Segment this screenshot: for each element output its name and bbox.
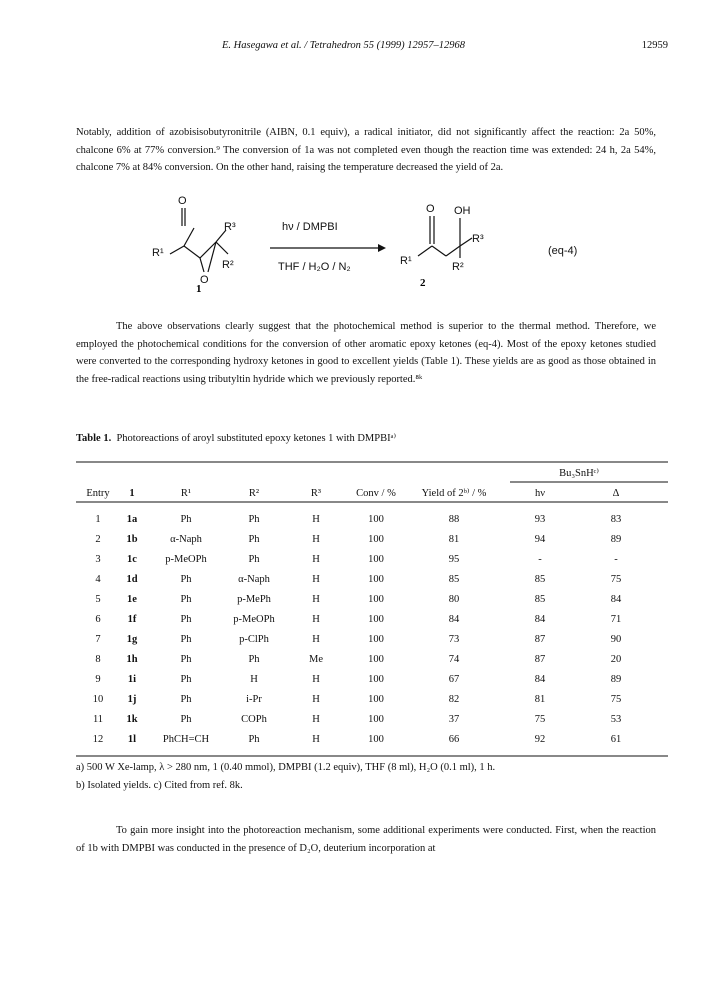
table-cell: Ph — [248, 554, 260, 565]
table-cell: H — [312, 734, 320, 745]
table-cell: 75 — [610, 694, 622, 705]
table-cell: 12 — [92, 734, 104, 745]
table-caption-label: Table 1. — [76, 433, 112, 444]
table-cell: 5 — [95, 594, 101, 605]
product-substituent-r3: R³ — [472, 233, 484, 245]
table-cell: Me — [309, 654, 323, 665]
table-cell: 1l — [127, 734, 137, 745]
reaction-scheme-eq4 — [150, 186, 650, 296]
table-cell: H — [312, 694, 320, 705]
paragraph-mechanism: To gain more insight into the photoreaction mechanism, some additional experiments were conducted. First, when the reaction of 1b with DMPBI was conducted in the presence of D₂O, deuterium incorporation at — [76, 825, 656, 854]
table-cell: p-MePh — [237, 594, 271, 605]
table-caption — [76, 432, 396, 444]
table-cell: 4 — [95, 574, 101, 585]
table-cell: 94 — [534, 534, 546, 545]
table-cell: 10 — [92, 694, 104, 705]
table-cell: 89 — [610, 534, 622, 545]
table-cell: 1 — [95, 514, 101, 525]
table-cell: 87 — [534, 654, 546, 665]
table-cell: 66 — [448, 734, 460, 745]
table-cell: 1b — [126, 534, 138, 545]
table-cell: Ph — [248, 534, 260, 545]
table-cell: 1a — [126, 514, 138, 525]
bond — [184, 228, 194, 246]
table-cell: 81 — [448, 534, 460, 545]
table-cell: 100 — [368, 674, 384, 685]
table-cell: α-Naph — [238, 574, 270, 585]
table-cell: 6 — [95, 614, 101, 625]
table-cell: 73 — [448, 634, 460, 645]
table-cell: 1h — [126, 654, 138, 665]
table-cell: 53 — [610, 714, 622, 725]
product-substituent-r1: R¹ — [400, 255, 412, 267]
table-cell: 20 — [610, 654, 622, 665]
table-cell: 1g — [126, 634, 138, 645]
table-cell: α-Naph — [170, 534, 202, 545]
table-cell: 83 — [610, 514, 622, 525]
atom-o-carbonyl: O — [178, 195, 187, 207]
table-cell: p-ClPh — [239, 634, 269, 645]
table-cell: 84 — [610, 594, 622, 605]
table-cell: 80 — [448, 594, 460, 605]
table-cell: 100 — [368, 574, 384, 585]
table-cell: Ph — [180, 694, 192, 705]
table-cell: 100 — [368, 614, 384, 625]
footnote-bc: b) Isolated yields. c) Cited from ref. 8k. — [76, 780, 243, 791]
table-header-cell: Δ — [612, 488, 620, 499]
table-cell: H — [250, 674, 258, 685]
table-cell: 1e — [127, 594, 137, 605]
table-cell: H — [312, 594, 320, 605]
table-cell: Ph — [180, 654, 192, 665]
table-header-cell: Yield of 2ᵇ⁾ / % — [421, 488, 487, 499]
substituent-r1: R¹ — [152, 247, 164, 259]
reactant-number: 1 — [196, 283, 202, 295]
table-cell: i-Pr — [246, 694, 262, 705]
product-substituent-r2: R² — [452, 261, 464, 273]
bond — [200, 258, 204, 272]
table-cell: 84 — [534, 614, 546, 625]
running-header — [76, 40, 668, 56]
table-cell: 88 — [448, 514, 460, 525]
bond — [184, 246, 200, 258]
table-cell: H — [312, 574, 320, 585]
table-cell: 92 — [534, 734, 546, 745]
bond — [446, 246, 460, 256]
table-cell: 100 — [368, 714, 384, 725]
running-title: E. Hasegawa et al. / Tetrahedron 55 (1999) 12957–12968 — [222, 40, 466, 51]
table-cell: Ph — [180, 674, 192, 685]
table-cell: Ph — [180, 514, 192, 525]
table-cell: 82 — [448, 694, 460, 705]
table-cell: Ph — [180, 614, 192, 625]
table-header-cell: R² — [248, 488, 260, 499]
group-header-bu3snh: Bu₃SnHᶜ⁾ — [559, 468, 599, 479]
table-cell: PhCH=CH — [162, 734, 210, 745]
table-cell: Ph — [180, 714, 192, 725]
table-cell: 100 — [368, 654, 384, 665]
table-cell: - — [614, 554, 618, 565]
table-cell: 84 — [534, 674, 546, 685]
table-cell: 61 — [610, 734, 622, 745]
table-cell: 89 — [610, 674, 622, 685]
table-cell: 1j — [127, 694, 137, 705]
table-cell: p-MeOPh — [165, 554, 207, 565]
table-cell: 85 — [448, 574, 460, 585]
table-cell: COPh — [241, 714, 267, 725]
table-cell: 11 — [92, 714, 104, 725]
table-header-cell: hν — [535, 488, 545, 499]
table-cell: H — [312, 614, 320, 625]
bond — [460, 238, 472, 246]
table-cell: 3 — [95, 554, 101, 565]
reagent-above-arrow: hν / DMPBI — [282, 221, 338, 233]
bond — [170, 246, 184, 254]
table-cell: 85 — [534, 594, 546, 605]
table-cell: 85 — [534, 574, 546, 585]
table-header-cell: R³ — [310, 488, 322, 499]
table-cell: - — [538, 554, 542, 565]
product-atom-oh: OH — [454, 205, 471, 217]
footnote-a: a) 500 W Xe-lamp, λ > 280 nm, 1 (0.40 mmol), DMPBI (1.2 equiv), THF (8 ml), H₂O (0.1 ml), 1 h. — [76, 762, 496, 773]
table-cell: 100 — [368, 634, 384, 645]
table-header-cell: Conv / % — [356, 488, 396, 499]
table-cell: 100 — [368, 734, 384, 745]
paragraph-aibn: Notably, addition of azobisisobutyronitrile (AIBN, 0.1 equiv), a radical initiator, did not significantly affect the reaction: 2a 50%, chalcone 6% at 77% conversion.⁹ The conversion of 1a was not completed even though the reaction time was extended: 24 h, 2a 54%, chalcone 7% at 84% conversion. On the other hand, raising the temperature decreased the yield of 2a. — [76, 127, 656, 173]
table-cell: 71 — [610, 614, 622, 625]
table-cell: 8 — [95, 654, 101, 665]
product-number: 2 — [420, 277, 426, 289]
table-cell: 75 — [610, 574, 622, 585]
table-cell: Ph — [248, 734, 260, 745]
reagent-below-arrow: THF / H₂O / N₂ — [278, 261, 351, 273]
table-cell: 100 — [368, 694, 384, 705]
table-header-cell: 1 — [129, 488, 135, 499]
table-cell: 7 — [95, 634, 101, 645]
table-cell: H — [312, 514, 320, 525]
table-cell: Ph — [248, 654, 260, 665]
table-cell: 9 — [95, 674, 101, 685]
paragraph-photochemical: The above observations clearly suggest that the photochemical method is superior to the thermal method. Therefore, we employed the photochemical conditions for the conversion of other aromatic epoxy ketones (eq-4). Most of the epoxy ketones studied were converted to the corresponding hydroxy ketones in good to excellent yields (Table 1). These yields are as good as those obtained in the free-radical reactions using tributyltin hydride which we previously reported.⁸ᵏ — [76, 321, 656, 385]
table-cell: 37 — [448, 714, 460, 725]
table-cell: 1c — [127, 554, 137, 565]
table-cell: Ph — [180, 574, 192, 585]
table-cell: 90 — [610, 634, 622, 645]
table-caption-text: Photoreactions of aroyl substituted epoxy ketones 1 with DMPBIᵃ⁾ — [116, 433, 397, 444]
bond — [418, 246, 432, 256]
table-header-cell: Entry — [86, 488, 110, 499]
table-cell: 84 — [448, 614, 460, 625]
substituent-r3: R³ — [224, 221, 236, 233]
table-cell: 75 — [534, 714, 546, 725]
page-number: 12959 — [641, 40, 668, 51]
bond — [216, 242, 228, 254]
arrow-head — [378, 244, 386, 252]
equation-label: (eq-4) — [548, 245, 578, 257]
table-cell: H — [312, 554, 320, 565]
table-cell: H — [312, 534, 320, 545]
bond — [432, 246, 446, 256]
table-cell: 67 — [448, 674, 460, 685]
table-cell: 100 — [368, 594, 384, 605]
table-cell: 100 — [368, 554, 384, 565]
table-cell: Ph — [180, 634, 192, 645]
table-cell: 100 — [368, 534, 384, 545]
table-cell: Ph — [248, 514, 260, 525]
table-cell: H — [312, 714, 320, 725]
table-cell: H — [312, 674, 320, 685]
table-cell: 74 — [448, 654, 460, 665]
table-cell: H — [312, 634, 320, 645]
table-cell: 1d — [126, 574, 138, 585]
table-cell: p-MeOPh — [233, 614, 275, 625]
table-cell: 87 — [534, 634, 546, 645]
table-cell: Ph — [180, 594, 192, 605]
table-cell: 1k — [126, 714, 138, 725]
substituent-r2: R² — [222, 259, 234, 271]
table-cell: 93 — [534, 514, 546, 525]
table-cell: 95 — [448, 554, 460, 565]
table-header-cell: R¹ — [180, 488, 192, 499]
atom-o-epoxide: O — [200, 274, 209, 286]
table-cell: 81 — [534, 694, 546, 705]
table-cell: 1f — [127, 614, 137, 625]
table-cell: 100 — [368, 514, 384, 525]
table-cell: 1i — [127, 674, 137, 685]
table-cell: 2 — [95, 534, 101, 545]
table-1 — [76, 450, 668, 780]
product-atom-o: O — [426, 203, 435, 215]
